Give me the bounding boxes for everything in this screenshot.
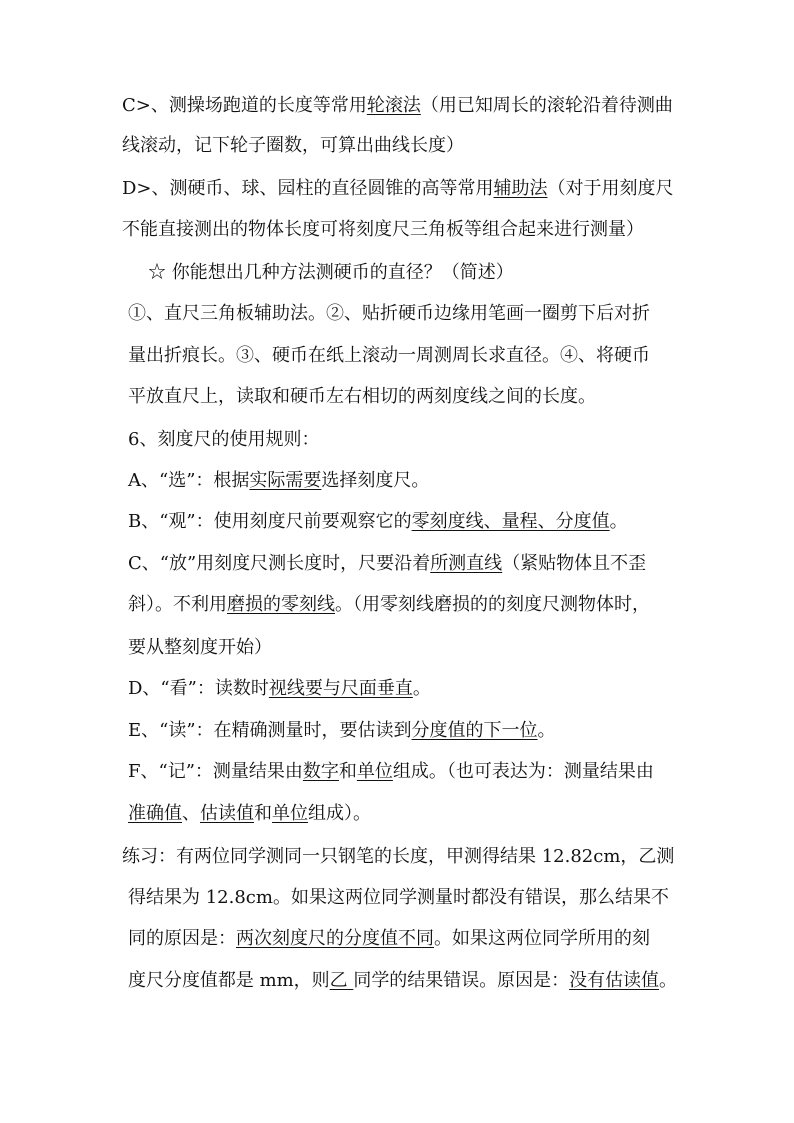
text-segment: （对于用刻度尺 — [547, 178, 674, 199]
underlined-term: 实际需要 — [249, 470, 322, 491]
text-line — [128, 802, 371, 826]
underlined-term: 零刻度线、量程、分度值 — [411, 511, 610, 532]
text-segment: 度尺分度值都是 mm，则 — [128, 970, 330, 991]
text-segment: 、 — [182, 803, 200, 824]
underlined-term: 单位 — [356, 761, 393, 782]
underlined-term: 所测直线 — [430, 553, 503, 574]
text-line — [122, 94, 673, 118]
text-line — [148, 261, 514, 285]
text-line — [128, 510, 628, 534]
text-segment: 同学的结果错误。原因是： — [353, 970, 570, 991]
underlined-term: 轮滚法 — [366, 95, 421, 116]
text-line — [128, 719, 556, 743]
text-line — [128, 636, 272, 660]
text-segment: ①、直尺三角板辅助法。②、贴折硬币边缘用笔画一圈剪下后对折 — [128, 303, 650, 324]
text-segment: 选择刻度尺。 — [321, 470, 430, 491]
text-line — [128, 428, 319, 452]
text-segment: 和 — [254, 803, 272, 824]
text-segment: C>、测操场跑道的长度等常用 — [122, 95, 367, 116]
text-segment: 。 — [412, 678, 431, 699]
underlined-term: 单位 — [272, 803, 308, 824]
underlined-term: 分度值的下一位 — [411, 720, 538, 741]
text-segment: 同的原因是： — [128, 928, 236, 949]
text-line — [122, 134, 464, 158]
underlined-term: 没有估读值 — [569, 970, 660, 991]
text-segment: 得结果为 12.8cm。如果这两位同学测量时都没有错误，那么结果不 — [128, 887, 669, 908]
text-segment: 量出折痕长。③、硬币在纸上滚动一周测周长求直径。④、将硬币 — [128, 345, 650, 366]
text-line — [128, 469, 429, 493]
text-segment: A、“选”：根据 — [128, 470, 250, 491]
text-segment: 练习：有两位同学测同一只钢笔的长度，甲测得结果 12.82cm，乙测 — [122, 846, 675, 867]
text-segment: 。 — [537, 720, 556, 741]
underlined-term: 两次刻度尺的分度值不同 — [236, 928, 434, 949]
text-line — [128, 593, 650, 617]
text-line — [128, 927, 650, 951]
text-segment: F、“记”：测量结果由 — [128, 761, 303, 782]
text-line — [128, 302, 650, 326]
text-line — [128, 886, 669, 910]
text-segment: 组成。（也可表达为：测量结果由 — [392, 761, 654, 782]
text-segment: （用已知周长的滚轮沿着待测曲 — [420, 95, 673, 116]
underlined-term: 磨损的零刻线 — [227, 594, 335, 615]
text-line — [128, 677, 431, 701]
text-segment: D、“看”：读数时 — [128, 678, 269, 699]
text-segment: 要从整刻度开始） — [128, 637, 272, 658]
text-segment: B、“观”：使用刻度尺前要观察它的 — [128, 511, 412, 532]
text-segment: 平放直尺上，读取和硬币左右相切的两刻度线之间的长度。 — [128, 386, 596, 407]
text-line — [128, 344, 650, 368]
underlined-term: 数字 — [302, 761, 339, 782]
text-segment: 组成）。 — [308, 803, 371, 824]
underlined-term: 视线要与尺面垂直 — [268, 678, 413, 699]
underlined-term: 辅助法 — [493, 178, 548, 199]
text-segment: 斜）。不利用 — [128, 594, 227, 615]
text-segment: 不能直接测出的物体长度可将刻度尺三角板等组合起来进行测量） — [122, 219, 644, 240]
text-segment: D>、测硬币、球、园柱的直径圆锥的高等常用 — [122, 178, 494, 199]
text-line — [128, 385, 596, 409]
text-line — [128, 969, 677, 993]
text-line — [122, 218, 644, 242]
text-line — [122, 845, 674, 869]
text-segment: 。 — [609, 511, 628, 532]
text-segment: 6、刻度尺的使用规则： — [128, 429, 320, 450]
text-line — [128, 552, 646, 576]
text-segment: 。 — [659, 970, 677, 991]
text-segment: ☆ 你能想出几种方法测硬币的直径？（简述） — [148, 262, 514, 283]
text-line — [122, 177, 674, 201]
underlined-term: 准确值 — [128, 803, 182, 824]
underlined-term: 乙 — [329, 970, 354, 991]
text-segment: 。（用零刻线磨损的的刻度尺测物体时， — [335, 594, 650, 615]
text-segment: E、“读”：在精确测量时，要估读到 — [128, 720, 412, 741]
text-segment: （紧贴物体且不歪 — [502, 553, 647, 574]
underlined-term: 估读值 — [200, 803, 254, 824]
text-segment: 。如果这两位同学所用的刻 — [434, 928, 650, 949]
text-segment: 和 — [338, 761, 357, 782]
text-line — [128, 760, 654, 784]
text-segment: C、“放”用刻度尺测长度时，尺要沿着 — [128, 553, 431, 574]
text-segment: 线滚动，记下轮子圈数，可算出曲线长度） — [122, 135, 464, 156]
